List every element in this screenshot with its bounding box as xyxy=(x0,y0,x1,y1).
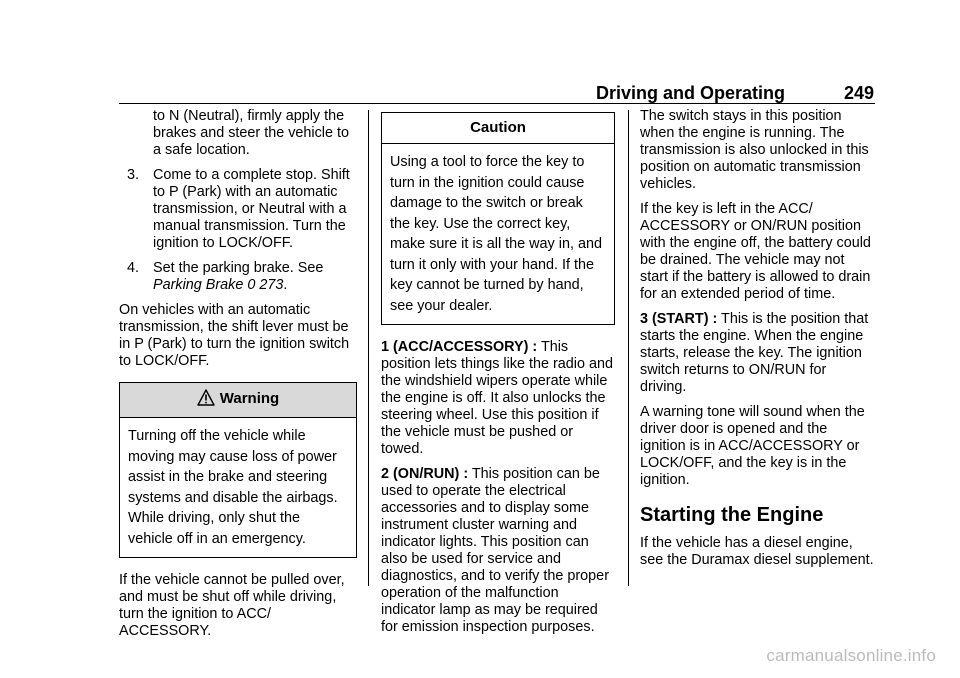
column-divider-1 xyxy=(368,110,369,586)
page-ref-number[interactable]: 273 xyxy=(259,277,284,293)
warning-header xyxy=(120,383,356,418)
key-left-paragraph: If the key is left in the ACC/ ACCESSORY or ON/RUN position with the engine off, the battery could be drained. The vehicle may not start if the battery is allowed to drain for an extended period of time. xyxy=(640,201,871,302)
warning-box xyxy=(119,382,357,558)
position-2-term: 2 (ON/RUN) : xyxy=(381,466,469,482)
position-1-text: This position lets things like the radio and the windshield wipers operate while the engine is off. It also unlocks the steering wheel. Use this position if the vehicle must be pushed or towed. xyxy=(381,339,613,457)
step-3 xyxy=(119,167,357,252)
step-number: 3. xyxy=(127,167,140,183)
page-ref-symbol: 0 xyxy=(247,277,256,293)
caution-box xyxy=(381,112,615,325)
automatic-transmission-paragraph: On vehicles with an automatic transmission, the shift lever must be in P (Park) to turn the ignition switch to LOCK/OFF. xyxy=(119,302,350,369)
position-3-text: This is the position that starts the engine. When the engine starts, release the key. The ignition switch returns to ON/RUN for driving. xyxy=(640,311,869,395)
caution-body: Using a tool to force the key to turn in the ignition could cause damage to the switch or break the key. Use the correct key, make sure it is all the way in, and turn it only with your hand. If the key cannot be turned by hand, see your dealer. xyxy=(390,154,602,314)
position-2-text: This position can be used to operate the electrical accessories and to display some instrument cluster warning and indicator lights. This position can also be used for service and diagnostics, and to verify the proper operation of the malfunction indicator lamp as may be required for emission inspection purposes. xyxy=(381,466,609,635)
column-2 xyxy=(381,108,615,644)
continued-step-text: to N (Neutral), firmly apply the brakes and steer the vehicle to a safe location. xyxy=(153,108,349,158)
warning-body: Turning off the vehicle while moving may cause loss of power assist in the brake and steering systems and disable the airbags. While driving, only shut the vehicle off in an emergency. xyxy=(128,428,338,547)
column-divider-2 xyxy=(628,110,629,586)
step-text: Come to a complete stop. Shift to P (Park) with an automatic transmission, or Neutral with a manual transmission. Turn the ignition to LOCK/OFF. xyxy=(153,167,350,251)
step-4 xyxy=(119,260,357,294)
switch-position-paragraph: The switch stays in this position when the engine is running. The transmission is also unlocked in this position on automatic transmission vehicles. xyxy=(640,108,869,192)
position-1-paragraph xyxy=(381,339,615,458)
header-rule xyxy=(119,103,875,104)
step-text xyxy=(153,260,357,294)
step-number: 4. xyxy=(127,260,140,276)
column-3 xyxy=(640,108,876,577)
position-1-term: 1 (ACC/ACCESSORY) : xyxy=(381,339,538,355)
step-text-after: . xyxy=(283,277,288,293)
position-2-paragraph xyxy=(381,466,615,636)
column-1 xyxy=(119,108,357,648)
header-page-number: 249 xyxy=(843,83,874,103)
warning-title: Warning xyxy=(219,390,280,407)
step-text-before: Set the parking brake. See xyxy=(153,260,324,276)
pulled-over-paragraph: If the vehicle cannot be pulled over, and must be shut off while driving, turn the ignition to ACC/ ACCESSORY. xyxy=(119,572,345,639)
section-heading: Starting the Engine xyxy=(640,504,824,526)
position-3-paragraph xyxy=(640,311,876,396)
caution-header: Caution xyxy=(382,113,614,144)
position-3-term: 3 (START) : xyxy=(640,311,718,327)
watermark: carmanualsonline.info xyxy=(766,646,936,665)
warning-triangle-icon xyxy=(197,389,215,410)
header-section-title: Driving and Operating xyxy=(595,83,785,103)
parking-brake-link[interactable]: Parking Brake xyxy=(153,277,244,293)
diesel-paragraph: If the vehicle has a diesel engine, see the Duramax diesel supplement. xyxy=(640,535,874,568)
warning-tone-paragraph: A warning tone will sound when the driver door is opened and the ignition is in ACC/ACCESSORY or LOCK/OFF, and the key is in the ignition. xyxy=(640,404,865,488)
